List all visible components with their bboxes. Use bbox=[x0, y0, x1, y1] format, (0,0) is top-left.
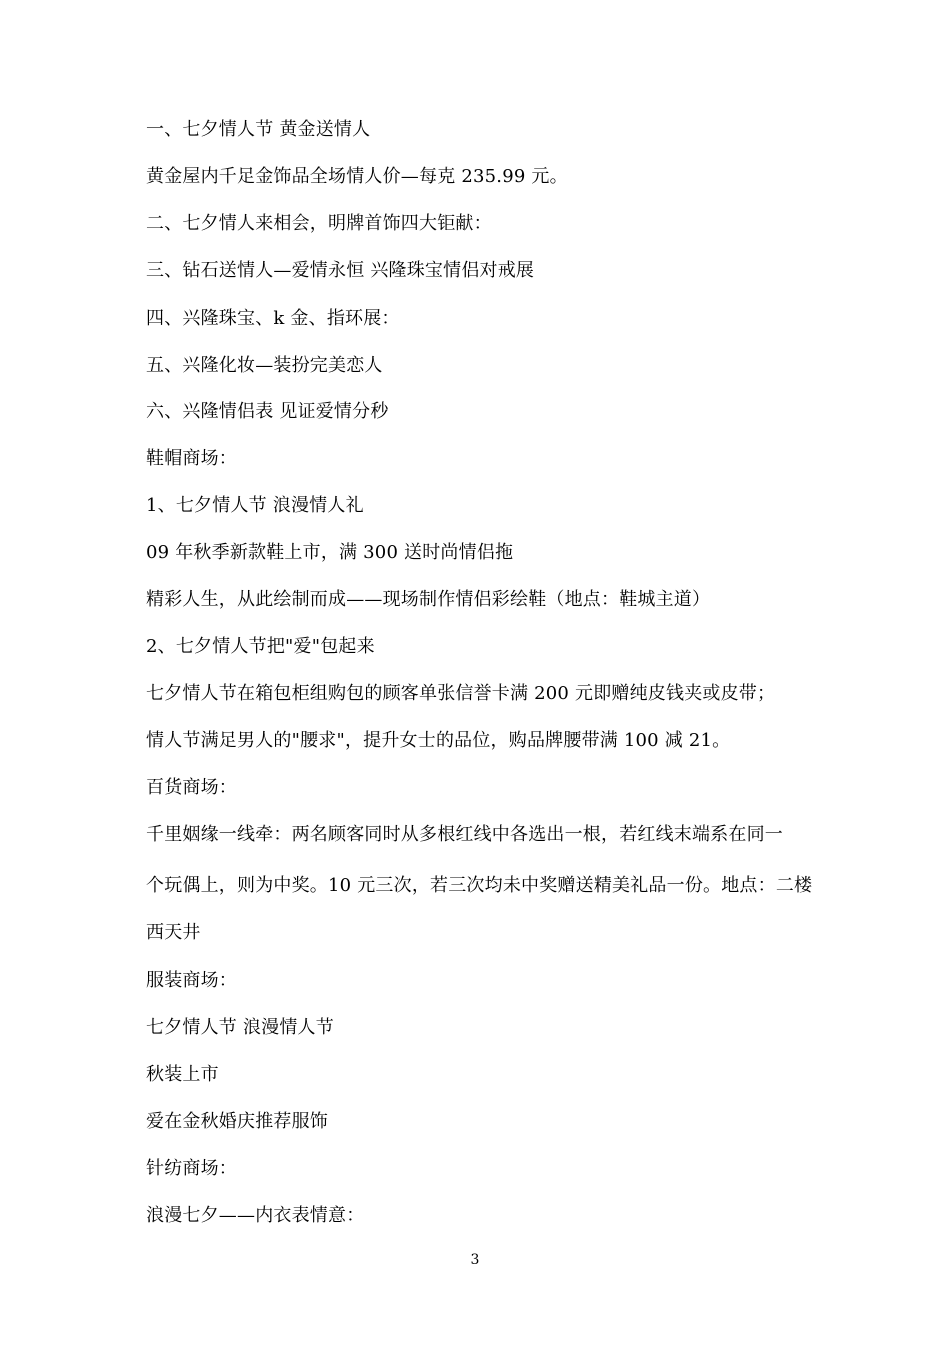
section-heading: 鞋帽商场： bbox=[146, 448, 237, 469]
text-line: 六、兴隆情侣表 见证爱情分秒 bbox=[146, 401, 389, 422]
text-line: 个玩偶上，则为中奖。10 元三次，若三次均未中奖赠送精美礼品一份。地点：二楼 bbox=[146, 875, 813, 896]
text-line: 西天井 bbox=[146, 922, 201, 943]
text-line: 一、七夕情人节 黄金送情人 bbox=[146, 119, 371, 140]
text-line: 七夕情人节 浪漫情人节 bbox=[146, 1017, 334, 1038]
section-heading: 服装商场： bbox=[146, 970, 237, 991]
text-line: 三、钻石送情人—爱情永恒 兴隆珠宝情侣对戒展 bbox=[146, 260, 535, 281]
text-line: 爱在金秋婚庆推荐服饰 bbox=[146, 1111, 328, 1132]
text-line: 七夕情人节在箱包柜组购包的顾客单张信誉卡满 200 元即赠纯皮钱夹或皮带； bbox=[146, 683, 776, 704]
text-line: 09 年秋季新款鞋上市，满 300 送时尚情侣拖 bbox=[146, 542, 514, 563]
text-line: 2、七夕情人节把"爱"包起来 bbox=[146, 636, 375, 657]
text-line: 情人节满足男人的"腰求"，提升女士的品位，购品牌腰带满 100 减 21。 bbox=[146, 730, 731, 751]
text-line: 1、七夕情人节 浪漫情人礼 bbox=[146, 495, 364, 516]
text-line: 浪漫七夕——内衣表情意： bbox=[146, 1205, 365, 1226]
text-line: 千里姻缘一线牵：两名顾客同时从多根红线中各选出一根，若红线末端系在同一 bbox=[146, 824, 783, 845]
text-line: 四、兴隆珠宝、k 金、指环展： bbox=[146, 308, 400, 329]
page-number: 3 bbox=[470, 1252, 480, 1268]
text-line: 二、七夕情人来相会，明牌首饰四大钜献： bbox=[146, 213, 492, 234]
section-heading: 百货商场： bbox=[146, 777, 237, 798]
text-line: 精彩人生，从此绘制而成——现场制作情侣彩绘鞋（地点：鞋城主道） bbox=[146, 589, 711, 610]
text-line: 秋装上市 bbox=[146, 1064, 219, 1085]
text-line: 五、兴隆化妆—装扮完美恋人 bbox=[146, 355, 383, 376]
section-heading: 针纺商场： bbox=[146, 1158, 237, 1179]
text-line: 黄金屋内千足金饰品全场情人价—每克 235.99 元。 bbox=[146, 166, 568, 187]
